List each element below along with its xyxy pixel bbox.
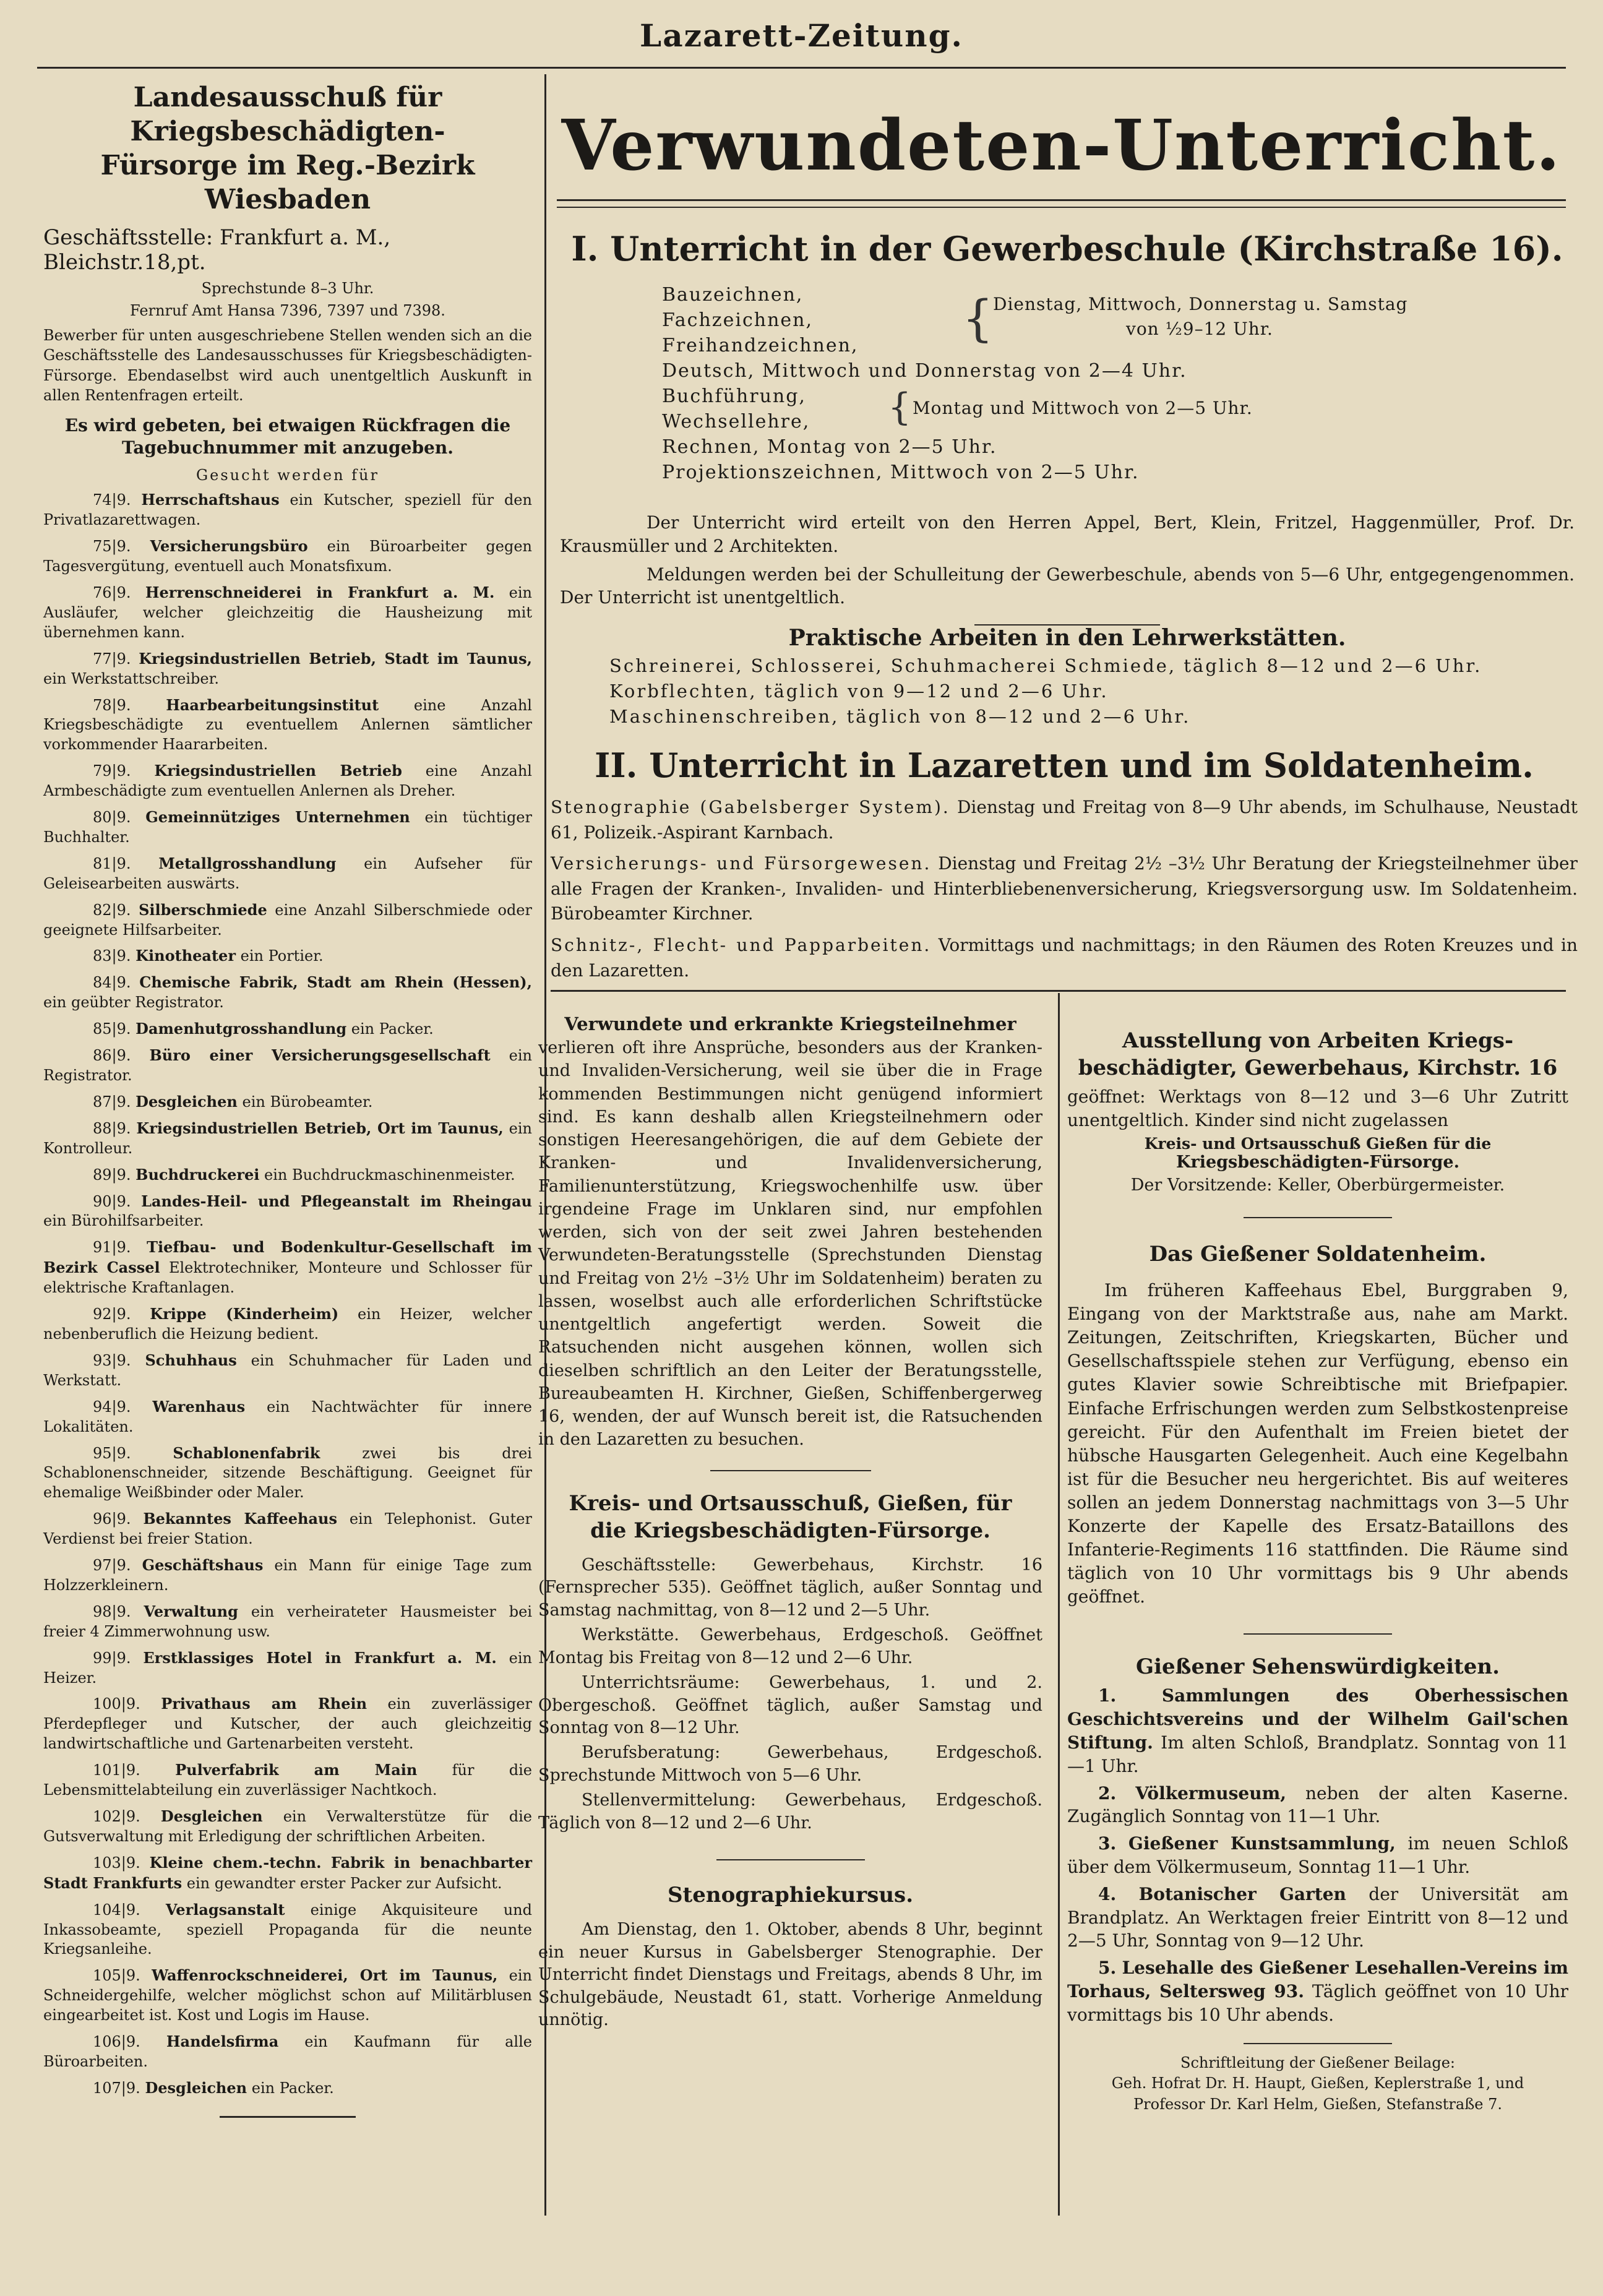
job-description: ein Packer.: [251, 2079, 334, 2097]
job-number: 97|9.: [93, 1557, 131, 1575]
job-number: 81|9.: [93, 854, 131, 872]
job-description: ein geübter Registrator.: [43, 994, 224, 1012]
committee-title: Landesausschuß für Kriegsbeschädigten- Fürsorge im Reg.-Bezirk Wiesbaden: [100, 82, 475, 215]
job-employer: Herrenschneiderei in Frankfurt a. M.: [145, 583, 495, 601]
job-number: 87|9.: [93, 1093, 131, 1111]
job-listing: [43, 1092, 532, 1112]
steno-text: Dienstag und Freitag von 8—9 Uhr abends, im Schulhause, Neustadt 61, Polizeik.-Aspirant Karnbach.: [551, 797, 1578, 843]
job-number: 84|9.: [93, 974, 131, 992]
sight-number: 5.: [1098, 1958, 1117, 1979]
steno-course: [551, 795, 1578, 845]
job-number: 92|9.: [93, 1305, 131, 1323]
job-employer: Desgleichen: [160, 1807, 263, 1825]
sight-item: [1067, 1883, 1568, 1953]
wounded-title: Verwundete und erkrankte Kriegsteilnehmer: [564, 1013, 1016, 1034]
job-listing: [43, 1602, 532, 1642]
sight-name: Lesehalle des Gießener Lesehallen-Vereins im Torhaus, Seltersweg 93.: [1067, 1958, 1568, 2001]
sight-description: Im alten Schloß, Brandplatz. Sonntag von 11—1 Uhr.: [1067, 1732, 1568, 1776]
sight-number: 3.: [1098, 1833, 1117, 1854]
masthead-rule: [37, 67, 1566, 69]
job-listing: [43, 695, 532, 755]
job-number: 91|9.: [93, 1239, 131, 1257]
job-number: 83|9.: [93, 947, 131, 965]
job-listing: [43, 1760, 532, 1800]
course-fachzeichnen: Fachzeichnen,: [662, 309, 813, 331]
job-employer: Erstklassiges Hotel in Frankfurt a. M.: [143, 1648, 497, 1667]
exhibition-title: Ausstellung von Arbeiten Kriegs- beschädigter, Gewerbehaus, Kirchstr. 16: [1078, 1028, 1558, 1081]
job-listing: [43, 536, 532, 577]
job-employer: Desgleichen: [145, 2078, 247, 2097]
job-listing: [43, 1046, 532, 1086]
job-employer: Verwaltung: [144, 1602, 238, 1620]
job-description: ein Portier.: [240, 947, 324, 965]
job-listing: [43, 1966, 532, 2026]
job-number: 96|9.: [93, 1510, 131, 1528]
job-description: ein Kaufmann für alle Büroarbeiten.: [43, 2033, 532, 2070]
editors-title: Schriftleitung der Gießener Beilage:: [1180, 2053, 1455, 2071]
part-one-title: I. Unterricht in der Gewerbeschule (Kirchstraße 16).: [571, 229, 1563, 269]
insurance-label: Versicherungs- und Fürsorgewesen.: [551, 853, 932, 874]
job-description: ein zuverlässiger Pferdepfleger und Kutscher, der auch gleichzeitig landwirtschaftliche und Gartenarbeiten versteht.: [43, 1695, 532, 1753]
job-description: ein Bürobeamter.: [242, 1093, 373, 1111]
short-rule-6: [1244, 2043, 1392, 2044]
practical-section: [560, 625, 1575, 730]
sight-number: 1.: [1098, 1685, 1117, 1706]
group2-time: Montag und Mittwoch von 2—5 Uhr.: [913, 398, 1253, 418]
request-note: Es wird gebeten, bei etwaigen Rückfragen die Tagebuchnummer mit anzugeben.: [64, 415, 511, 458]
job-description: ein verheirateter Hausmeister bei freier 4 Zimmerwohnung usw.: [43, 1602, 532, 1640]
wounded-text: verlieren oft ihre Ansprüche, besonders aus der Kranken- und Invaliden-Versicherung, weil sie über die in Frage kommenden Bestimmungen nicht genügend informiert sind. Es kann deshalb allen Kriegsteilnehmern oder sonstigen Heeresangehörigen, die auf dem Gebiete der Kranken- und Invalidenversicherung, Familienunterstützung, Kriegswochenhilfe usw. über irgendeine Frage im Unklaren sind, nur empfohlen werden, sich von der seit zwei Jahren bestehenden Verwundeten-Beratungsstelle (Sprechstunden Dienstag und Freitag von 2½ –3½ Uhr im Soldatenheim) beraten zu lassen, woselbst auch alle erforderlichen Schriftstücke unentgeltlich angefertigt werden. Soweit die Ratsuchenden nicht ausgehen können, wollen sich dieselben schriftlich an den Leiter der Beratungsstelle, Bureaubeamten H. Kirchner, Gießen, Schiffenbergerweg 16, wenden, der auf Wunsch bereit ist, die Ratsuchenden in den Lazaretten zu besuchen.: [538, 1038, 1042, 1450]
teachers-note: Der Unterricht wird erteilt von den Herren Appel, Bert, Klein, Fritzel, Haggenmüller, Prof. Dr. Krausmüller und 2 Architekten.: [560, 512, 1575, 556]
job-listing: [43, 1192, 532, 1232]
job-listing: [43, 1351, 532, 1391]
job-employer: Krippe (Kinderheim): [150, 1305, 339, 1323]
job-employer: Bekanntes Kaffeehaus: [143, 1510, 338, 1528]
office-hours: Sprechstunde 8–3 Uhr.: [201, 280, 374, 297]
job-number: 88|9.: [93, 1119, 131, 1137]
job-number: 94|9.: [93, 1398, 131, 1416]
job-listing: [43, 1648, 532, 1688]
practical-title: Praktische Arbeiten in den Lehrwerkstätten.: [788, 625, 1346, 651]
short-rule-2: [710, 1470, 871, 1471]
job-employer: Schuhhaus: [145, 1351, 237, 1369]
practical-line-3: Maschinenschreiben, täglich von 8—12 und 2—6 Uhr.: [609, 706, 1191, 728]
job-listing: [43, 1165, 532, 1185]
main-title-rule-1: [557, 199, 1566, 201]
main-title: Verwundeten-Unterricht.: [561, 105, 1562, 186]
job-listing: [43, 1443, 532, 1503]
job-employer: Gemeinnütziges Unternehmen: [145, 808, 410, 827]
sight-name: Gießener Kunstsammlung,: [1128, 1833, 1396, 1854]
exhibition-org-2: Kriegsbeschädigten-Fürsorge.: [1176, 1152, 1459, 1172]
job-description: ein Aufseher für Geleisearbeiten auswärts.: [43, 854, 532, 892]
job-description: eine Anzahl Kriegsbeschädigte zu eventuellem Anlernen sämtlicher vorkommender Haararbeiten.: [43, 696, 532, 754]
job-description: ein Werkstattschreiber.: [43, 669, 220, 687]
sight-description: neben der alten Kaserne. Zugänglich Sonntag von 11—1 Uhr.: [1067, 1782, 1568, 1827]
sight-item: [1067, 1782, 1568, 1829]
job-employer: Haarbearbeitungsinstitut: [166, 695, 379, 714]
job-employer: Metallgrosshandlung: [158, 854, 337, 872]
job-description: ein Bürohilfsarbeiter.: [43, 1212, 204, 1230]
steno-course-title: Stenographiekursus.: [667, 1883, 914, 1908]
job-employer: Warenhaus: [152, 1397, 246, 1416]
job-description: ein Telephonist. Guter Verdienst bei freier Station.: [43, 1510, 532, 1548]
sight-name: Sammlungen des Oberhessischen Geschichtsvereins und der Wilhelm Gail'schen Stiftung.: [1067, 1685, 1568, 1753]
job-description: eine Anzahl Armbeschädigte zum eventuellen Anlernen als Dreher.: [43, 762, 532, 800]
steno-label: Stenographie (Gabelsberger System).: [551, 797, 950, 817]
job-employer: Chemische Fabrik, Stadt am Rhein (Hessen),: [139, 973, 532, 992]
job-employer: Privathaus am Rhein: [161, 1695, 367, 1713]
left-column: [43, 80, 532, 2118]
job-listing: [43, 649, 532, 689]
job-employer: Kleine chem.-techn. Fabrik in benachbarter Stadt Frankfurts: [43, 1853, 533, 1892]
job-employer: Buchdruckerei: [135, 1165, 260, 1184]
job-employer: Kriegsindustriellen Betrieb: [154, 762, 402, 780]
sight-name: Völkermuseum,: [1135, 1782, 1286, 1804]
job-listing: [43, 583, 532, 643]
job-list-end-rule: [220, 2116, 356, 2118]
job-number: 86|9.: [93, 1047, 131, 1065]
job-employer: Silberschmiede: [139, 900, 267, 919]
exhibition-chair: Der Vorsitzende: Keller, Oberbürgermeister.: [1130, 1175, 1505, 1195]
sight-name: Botanischer Garten: [1138, 1883, 1346, 1904]
sight-description: der Universität am Brandplatz. An Werktagen freier Eintritt von 8—12 und 2—5 Uhr, Sonntag von 9—12 Uhr.: [1067, 1883, 1569, 1951]
sight-description: Täglich geöffnet von 10 Uhr vormittags bis 10 Uhr abends.: [1067, 1981, 1569, 2025]
job-employer: Damenhutgrosshandlung: [135, 1020, 347, 1038]
applicant-note: Bewerber für unten ausgeschriebene Stellen wenden sich an die Geschäftsstelle des Landesausschusses für Kriegsbeschädigten-Fürsorge. Ebendaselbst wird auch unentgeltlich Auskunft in allen Rentenfragen erteilt.: [43, 327, 532, 405]
job-number: 99|9.: [93, 1649, 131, 1667]
job-description: eine Anzahl Silberschmiede oder geeignete Hilfsarbeiter.: [43, 901, 532, 939]
exhibition-text: geöffnet: Werktags von 8—12 und 3—6 Uhr Zutritt unentgeltlich. Kinder sind nicht zugelassen: [1067, 1086, 1568, 1131]
job-employer: Kinotheater: [135, 947, 236, 965]
job-listing: [43, 1237, 532, 1298]
job-number: 74|9.: [93, 491, 131, 509]
job-listing: [43, 1694, 532, 1754]
short-rule-4: [1244, 1217, 1392, 1218]
job-listing: [43, 2032, 532, 2072]
job-listing: [43, 807, 532, 848]
kreis-office: Geschäftsstelle: Gewerbehaus, Kirchstr. 16 (Fernsprecher 535). Geöffnet täglich, außer Sonntag und Samstag nachmittag, von 8—12 und 2—5 Uhr.: [538, 1555, 1042, 1620]
job-description: ein gewandter erster Packer zur Aufsicht.: [186, 1874, 502, 1892]
job-listing: [43, 854, 532, 894]
crafts-course: [551, 933, 1578, 983]
job-number: 79|9.: [93, 762, 131, 780]
job-employer: Kriegsindustriellen Betrieb, Ort im Taunus,: [136, 1119, 504, 1137]
course-bauzeichnen: Bauzeichnen,: [662, 284, 804, 306]
job-employer: Landes-Heil- und Pflegeanstalt im Rheingau: [141, 1192, 532, 1210]
job-number: 93|9.: [93, 1351, 131, 1369]
job-number: 95|9.: [93, 1444, 131, 1462]
wanted-heading: Gesucht werden für: [196, 467, 379, 484]
job-number: 107|9.: [93, 2079, 140, 2097]
office-address: Geschäftsstelle: Frankfurt a. M., Bleichstr.18,pt.: [43, 225, 391, 275]
job-number: 77|9.: [93, 650, 131, 668]
job-description: ein Heizer.: [43, 1649, 532, 1687]
editors-line-2: Professor Dr. Karl Helm, Gießen, Stefanstraße 7.: [1133, 2095, 1502, 2113]
crafts-text: Vormittags und nachmittags; in den Räumen des Roten Kreuzes und in den Lazaretten.: [551, 934, 1578, 981]
job-employer: Büro einer Versicherungsgesellschaft: [149, 1046, 491, 1065]
job-number: 101|9.: [93, 1761, 140, 1779]
job-number: 78|9.: [93, 696, 131, 714]
part-two-title: II. Unterricht in Lazaretten und im Soldatenheim.: [595, 746, 1534, 785]
sight-number: 2.: [1098, 1782, 1117, 1804]
registration-note: Meldungen werden bei der Schulleitung der Gewerbeschule, abends von 5—6 Uhr, entgegengenommen. Der Unterricht ist unentgeltlich.: [560, 564, 1575, 608]
course-deutsch: Deutsch, Mittwoch und Donnerstag von 2—4 Uhr.: [662, 360, 1187, 382]
section-rule-lower: [551, 990, 1566, 992]
job-description: einige Akquisiteure und Inkassobeamte, speziell Propaganda für die neunte Kriegsanleihe.: [43, 1901, 532, 1958]
steno-course-text: Am Dienstag, den 1. Oktober, abends 8 Uhr, beginnt ein neuer Kursus in Gabelsberger Stenographie. Der Unterricht findet Dienstags und Freitags, abends 8 Uhr, im Schulgebäude, Neustadt 61, statt. Vorherige Anmeldung unnötig.: [538, 1920, 1042, 2030]
sight-item: [1067, 1956, 1568, 2026]
course-wechsellehre: Wechsellehre,: [662, 411, 810, 432]
editors-line-1: Geh. Hofrat Dr. H. Haupt, Gießen, Keplerstraße 1, und: [1111, 2075, 1524, 2092]
job-listing: [43, 1019, 532, 1039]
masthead: Lazarett-Zeitung.: [640, 17, 963, 54]
job-listing: [43, 900, 532, 940]
course-rechnen: Rechnen, Montag von 2—5 Uhr.: [662, 436, 997, 458]
job-employer: Desgleichen: [135, 1092, 238, 1111]
sights-title: Gießener Sehenswürdigkeiten.: [1136, 1654, 1500, 1680]
job-listing: [43, 2078, 532, 2099]
job-description: ein Nachtwächter für innere Lokalitäten.: [43, 1398, 532, 1435]
job-listing: [43, 1555, 532, 1596]
short-rule-3: [716, 1859, 865, 1860]
brace-2: {: [888, 385, 913, 429]
part-one: [560, 229, 1575, 626]
practical-line-1: Schreinerei, Schlosserei, Schuhmacherei Schmiede, täglich 8—12 und 2—6 Uhr.: [609, 655, 1482, 676]
job-description: ein Schuhmacher für Laden und Werkstatt.: [43, 1351, 532, 1389]
job-number: 98|9.: [93, 1602, 131, 1620]
job-number: 80|9.: [93, 809, 131, 827]
course-freihandzeichnen: Freihandzeichnen,: [662, 335, 859, 356]
sight-item: [1067, 1684, 1568, 1778]
job-description: Elektrotechniker, Monteure und Schlosser für elektrische Kraftanlagen.: [43, 1259, 533, 1297]
job-listing: [43, 1807, 532, 1847]
phone-numbers: Fernruf Amt Hansa 7396, 7397 und 7398.: [130, 302, 445, 319]
job-listing: [43, 1509, 532, 1549]
soldatenheim-title: Das Gießener Soldatenheim.: [1149, 1241, 1487, 1266]
job-description: für die Lebensmittelabteilung ein zuverlässiger Nachtkoch.: [43, 1761, 532, 1799]
job-listing: [43, 1853, 532, 1894]
middle-column: [538, 1012, 1042, 2032]
job-listing: [43, 1397, 532, 1437]
job-description: ein tüchtiger Buchhalter.: [43, 809, 532, 846]
job-employer: Versicherungsbüro: [150, 537, 308, 556]
soldatenheim-text: Im früheren Kaffeehaus Ebel, Burggraben 9, Eingang von der Marktstraße aus, nahe am Markt. Zeitungen, Zeitschriften, Kriegskarten, Bücher und Gesellschaftsspiele stehen zur Verfügung, ebenso ein gutes Klavier sowie Schreibtische mit Briefpapier. Einfache Erfrischungen werden zum Selbstkostenpreise gereicht. Für den Aufenthalt im Freien bietet der hübsche Hausgarten Gelegenheit. Auch eine Kegelbahn ist für die Besucher neu hergerichtet. Bis auf weiteres sollen an jedem Donnerstag nachmittags von 3—5 Uhr Konzerte der Kapelle des Ersatz-Bataillons des Infanterie-Regiments 116 stattfinden. Die Räume sind täglich von 10 Uhr vormittags bis 9 Uhr abends geöffnet.: [1067, 1280, 1568, 1607]
job-employer: Herrschaftshaus: [141, 491, 280, 509]
job-description: ein Ausläufer, welcher gleichzeitig die Hausheizung mit übernehmen kann.: [43, 583, 532, 641]
job-listing: [43, 973, 532, 1013]
job-employer: Schablonenfabrik: [173, 1443, 320, 1462]
job-number: 105|9.: [93, 1967, 140, 1985]
job-description: ein Buchdruckmaschinenmeister.: [264, 1166, 515, 1184]
job-number: 103|9.: [93, 1854, 140, 1872]
sight-description: im neuen Schloß über dem Völkermuseum, Sonntag 11—1 Uhr.: [1067, 1833, 1568, 1878]
job-description: ein Kutscher, speziell für den Privatlazarettwagen.: [43, 491, 532, 529]
job-description: ein Registrator.: [43, 1047, 532, 1084]
main-title-rule-2: [557, 207, 1566, 208]
group1-time-b: von ½9–12 Uhr.: [1126, 319, 1273, 339]
job-number: 89|9.: [93, 1166, 131, 1184]
job-number: 75|9.: [93, 538, 131, 556]
job-listing: [43, 761, 532, 801]
job-number: 104|9.: [93, 1901, 140, 1919]
right-column: [1067, 1027, 1568, 2115]
job-list: [43, 490, 532, 2098]
job-number: 76|9.: [93, 583, 131, 601]
job-listing: [43, 490, 532, 530]
kreis-workshop: Werkstätte. Gewerbehaus, Erdgeschoß. Geöffnet Montag bis Freitag von 8—12 und 2—6 Uhr.: [538, 1625, 1042, 1667]
job-employer: Verlagsanstalt: [165, 1900, 285, 1919]
job-description: ein Heizer, welcher nebenberuflich die Heizung bedient.: [43, 1305, 532, 1343]
kreis-classrooms: Unterrichtsräume: Gewerbehaus, 1. und 2. Obergeschoß. Geöffnet täglich, außer Samstag und Sonntag von 8—12 Uhr.: [538, 1673, 1042, 1737]
kreis-title: Kreis- und Ortsausschuß, Gießen, für die Kriegsbeschädigten-Fürsorge.: [569, 1490, 1012, 1543]
short-rule-5: [1244, 1633, 1392, 1635]
insurance-text: Dienstag und Freitag 2½ –3½ Uhr Beratung der Kriegsteilnehmer über alle Fragen der Kranken-, Invaliden- und Hinterbliebenenversicherung, Kriegsversorgung usw. Im Soldatenheim. Bürobeamter Kirchner.: [551, 853, 1578, 924]
job-employer: Pulverfabrik am Main: [175, 1761, 418, 1779]
course-buchfuehrung: Buchführung,: [662, 385, 806, 407]
kreis-counseling: Berufsberatung: Gewerbehaus, Erdgeschoß. Sprechstunde Mittwoch von 5—6 Uhr.: [538, 1743, 1042, 1785]
column-divider-right: [1058, 993, 1060, 2216]
wounded-notice: [538, 1012, 1042, 1451]
part-two: [551, 746, 1578, 983]
job-number: 85|9.: [93, 1020, 131, 1038]
practical-line-2: Korbflechten, täglich von 9—12 und 2—6 Uhr.: [609, 681, 1109, 702]
exhibition-org-1: Kreis- und Ortsausschuß Gießen für die: [1144, 1134, 1492, 1153]
job-description: ein Büroarbeiter gegen Tagesvergütung, eventuell auch Monatsfixum.: [43, 538, 532, 575]
job-description: ein Verwalterstütze für die Gutsverwaltung mit Erledigung der schriftlichen Arbeiten.: [43, 1808, 533, 1845]
job-listing: [43, 1900, 532, 1960]
job-description: ein Schneidergehilfe, welcher möglichst schon auf Militärblusen eingearbeitet ist. Kost und Logis im Hause.: [43, 1967, 532, 2024]
schedule: [560, 282, 1575, 511]
job-number: 102|9.: [93, 1808, 140, 1825]
job-employer: Tiefbau- und Bodenkultur-Gesellschaft im Bezirk Cassel: [43, 1238, 532, 1277]
job-description: ein Kontrolleur.: [43, 1119, 532, 1157]
job-employer: Handelsfirma: [166, 2032, 279, 2051]
sight-number: 4.: [1098, 1883, 1117, 1904]
group1-time-a: Dienstag, Mittwoch, Donnerstag u. Samstag: [993, 294, 1408, 314]
job-employer: Kriegsindustriellen Betrieb, Stadt im Taunus,: [139, 649, 532, 668]
job-number: 90|9.: [93, 1192, 131, 1210]
kreis-placement: Stellenvermittelung: Gewerbehaus, Erdgeschoß. Täglich von 8—12 und 2—6 Uhr.: [538, 1791, 1042, 1833]
job-number: 100|9.: [93, 1695, 140, 1713]
sights-list: [1067, 1684, 1568, 2026]
brace-1: {: [962, 290, 995, 347]
crafts-label: Schnitz-, Flecht- und Papparbeiten.: [551, 934, 932, 955]
job-description: ein Packer.: [351, 1020, 434, 1038]
job-description: ein Mann für einige Tage zum Holzzerkleinern.: [43, 1557, 532, 1594]
job-employer: Geschäftshaus: [142, 1556, 264, 1575]
course-projektion: Projektionszeichnen, Mittwoch von 2—5 Uhr.: [662, 462, 1140, 483]
sight-item: [1067, 1832, 1568, 1879]
job-listing: [43, 946, 532, 966]
job-employer: Waffenrockschneiderei, Ort im Taunus,: [152, 1966, 498, 1985]
job-number: 82|9.: [93, 901, 131, 919]
job-description: zwei bis drei Schablonenschneider, sitzende Beschäftigung. Geeignet für ehemalige Weißbinder oder Maler.: [43, 1444, 532, 1502]
job-listing: [43, 1119, 532, 1159]
job-listing: [43, 1304, 532, 1344]
insurance-course: [551, 851, 1578, 927]
job-number: 106|9.: [93, 2033, 140, 2051]
